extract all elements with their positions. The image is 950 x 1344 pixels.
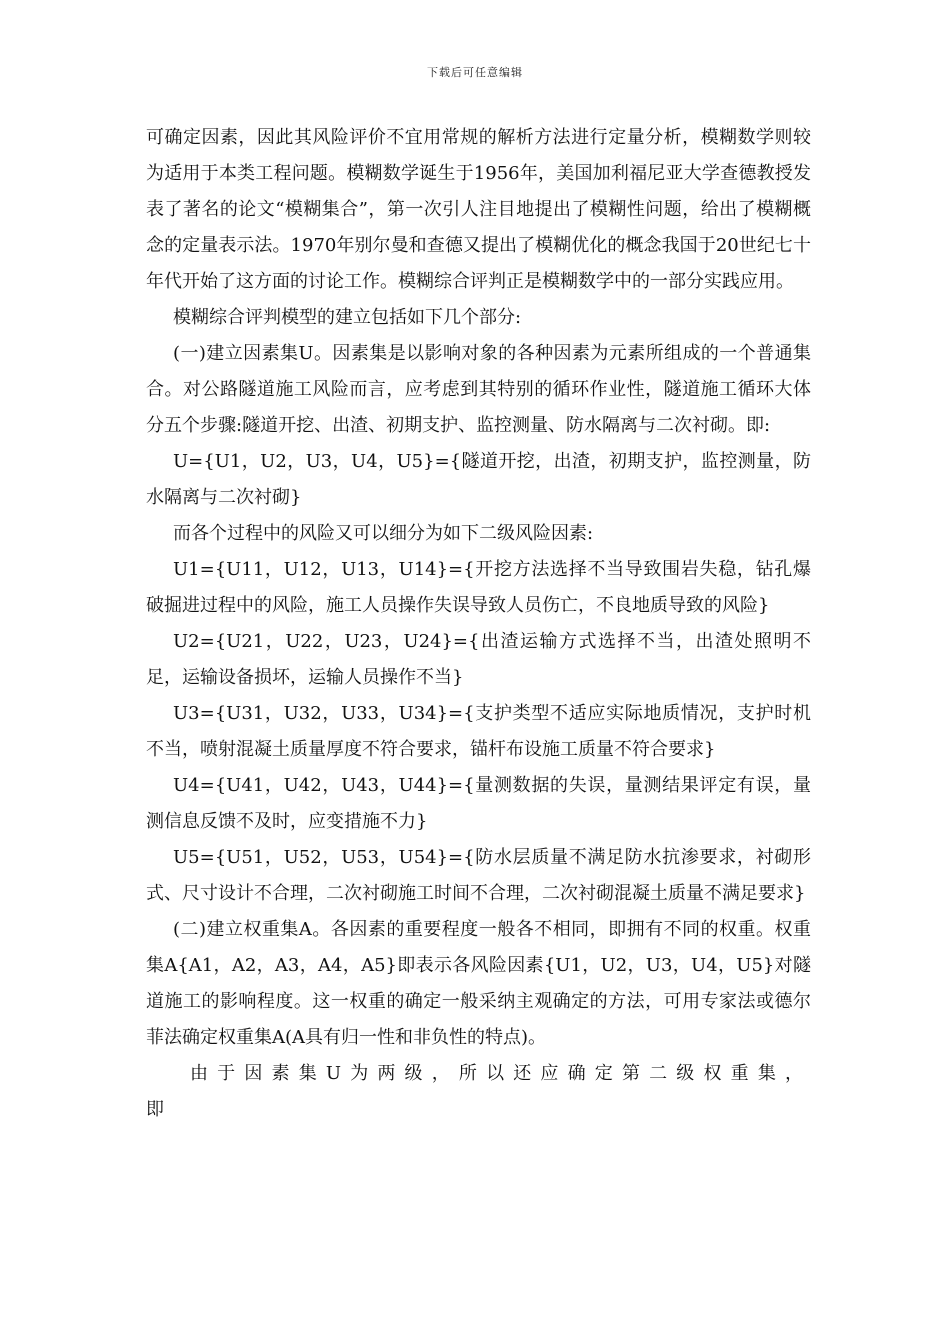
paragraph-second-level-weights: 由于因素集U为两级，所以还应确定第二级权重集，即 — [146, 1063, 811, 1120]
paragraph-weight-set: (二)建立权重集A。各因素的重要程度一般各不相同，即拥有不同的权重。权重集A{A1，A2，A3，A4，A5}即表示各风险因素{U1，U2，U3，U4，U5}对隧道施工的影响程度。这一权重的确定一般采纳主观确定的方法，可用专家法或德尔菲法确定权重集A(A具有归一性和非负性的特点)。 — [146, 919, 811, 1048]
paragraph-factor-set: (一)建立因素集U。因素集是以影响对象的各种因素为元素所组成的一个普通集合。对公路隧道施工风险而言，应考虑到其特别的循环作业性，隧道施工循环大体分五个步骤:隧道开挖、出渣、初期支护、监控测量、防水隔离与二次衬砌。即: — [146, 343, 811, 436]
page-header: 下载后可任意编辑 — [427, 66, 523, 79]
paragraph-u4-set: U4={U41，U42，U43，U44}={量测数据的失误，量测结果评定有误，量测信息反馈不及时，应变措施不力} — [146, 775, 811, 832]
paragraph-u3-set: U3={U31，U32，U33，U34}={支护类型不适应实际地质情况，支护时机不当，喷射混凝土质量厚度不符合要求，锚杆布设施工质量不符合要求} — [146, 703, 811, 760]
paragraph-u2-set: U2={U21，U22，U23，U24}={出渣运输方式选择不当，出渣处照明不足，运输设备损坏，运输人员操作不当} — [146, 631, 811, 688]
paragraph-u5-set: U5={U51，U52，U53，U54}={防水层质量不满足防水抗渗要求，衬砌形式、尺寸设计不合理，二次衬砌施工时间不合理，二次衬砌混凝土质量不满足要求} — [146, 847, 811, 904]
paragraph-intro: 可确定因素，因此其风险评价不宜用常规的解析方法进行定量分析，模糊数学则较为适用于本类工程问题。模糊数学诞生于1956年，美国加利福尼亚大学查德教授发表了著名的论文“模糊集合”，第一次引人注目地提出了模糊性问题，给出了模糊概念的定量表示法。1970年别尔曼和查德又提出了模糊优化的概念我国于20世纪七十年代开始了这方面的讨论工作。模糊综合评判正是模糊数学中的一部分实践应用。 — [146, 127, 811, 292]
paragraph-u1-set: U1={U11，U12，U13，U14}={开挖方法选择不当导致围岩失稳，钻孔爆破掘进过程中的风险，施工人员操作失误导致人员伤亡，不良地质导致的风险} — [146, 559, 811, 616]
paragraph-model-parts: 模糊综合评判模型的建立包括如下几个部分: — [173, 307, 522, 328]
paragraph-u-set: U={U1，U2，U3，U4，U5}={隧道开挖，出渣，初期支护，监控测量，防水隔离与二次衬砌} — [146, 451, 811, 508]
document-body — [146, 120, 811, 1128]
paragraph-second-level-intro: 而各个过程中的风险又可以细分为如下二级风险因素: — [173, 523, 594, 544]
